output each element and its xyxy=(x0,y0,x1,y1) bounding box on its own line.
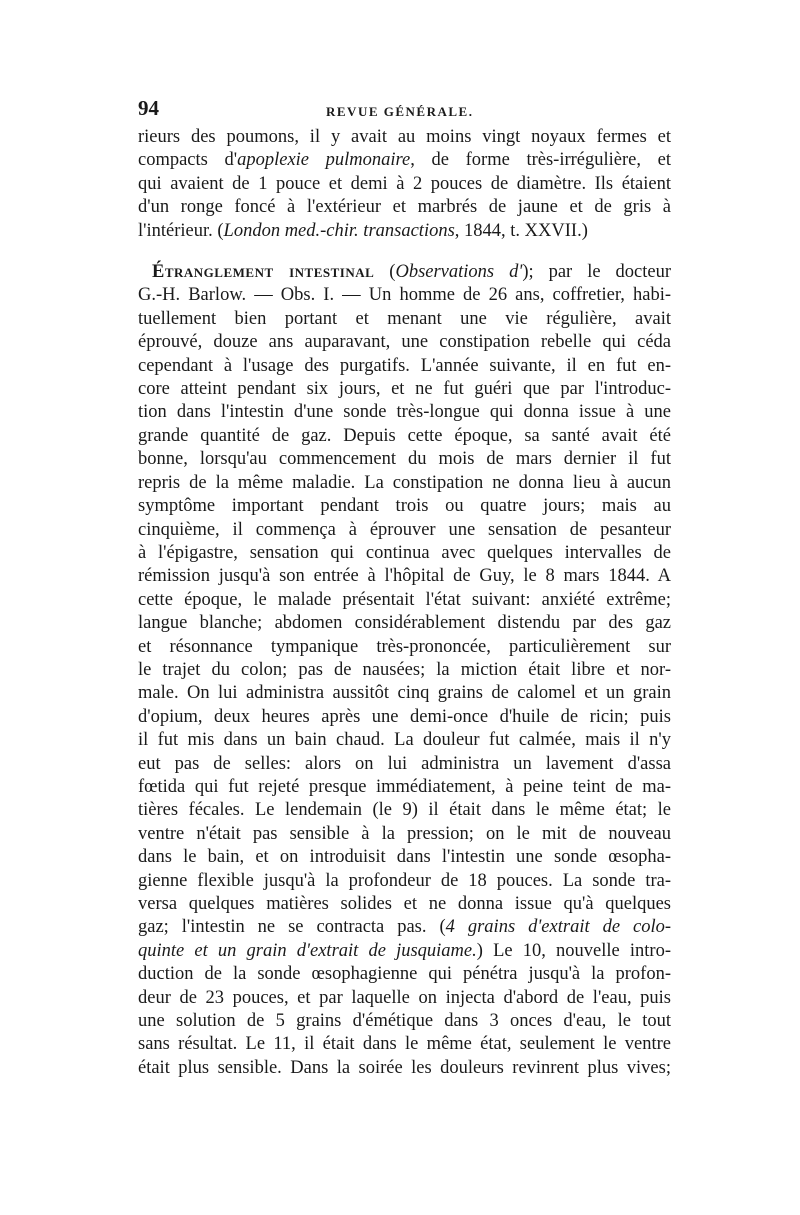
text-line: cinquième, il commença à éprouver une sensation de pesanteur xyxy=(138,519,671,540)
text-line: il fut mis dans un bain chaud. La douleur fut calmée, mais il n'y xyxy=(138,730,671,751)
text-line: rémission jusqu'à son entrée à l'hôpital de Guy, le 8 mars 1844. A xyxy=(138,566,671,587)
text-line: cependant à l'usage des purgatifs. L'année suivante, il en fut en- xyxy=(138,355,671,376)
text-line: compacts d'apoplexie pulmonaire, de forme très-irrégulière, et xyxy=(138,150,671,171)
text-line: male. On lui administra aussitôt cinq grains de calomel et un grain xyxy=(138,683,671,704)
text-line: tières fécales. Le lendemain (le 9) il était dans le même état; le xyxy=(138,800,671,821)
text-line: deur de 23 pouces, et par laquelle on injecta d'abord de l'eau, puis xyxy=(138,987,671,1008)
text-line: grande quantité de gaz. Depuis cette époque, sa santé avait été xyxy=(138,425,671,446)
text-line: repris de la même maladie. La constipation ne donna lieu à aucun xyxy=(138,472,671,493)
text-line: symptôme important pendant trois ou quatre jours; mais au xyxy=(138,496,671,517)
text-line: duction de la sonde œsophagienne qui pénétra jusqu'à la profon- xyxy=(138,964,671,985)
page xyxy=(138,96,671,1080)
page-number: 94 xyxy=(138,96,159,120)
running-head xyxy=(138,96,671,126)
text-line: dans le bain, et on introduisit dans l'intestin une sonde œsopha- xyxy=(138,847,671,868)
paragraph-2 xyxy=(138,261,671,1080)
text-line: eut pas de selles: alors on lui administra un lavement d'assa xyxy=(138,753,671,774)
text-line: l'intérieur. (London med.-chir. transactions, 1844, t. XXVII.) xyxy=(138,220,588,241)
text-line: à l'épigastre, sensation qui continua avec quelques intervalles de xyxy=(138,542,671,563)
text-line: bonne, lorsqu'au commencement du mois de mars dernier il fut xyxy=(138,449,671,470)
text-line: qui avaient de 1 pouce et demi à 2 pouces de diamètre. Ils étaient xyxy=(138,173,671,194)
text-line: ventre n'était pas sensible à la pression; on le mit de nouveau xyxy=(138,823,671,844)
text-line: tuellement bien portant et menant une vie régulière, avait xyxy=(138,308,671,329)
text-line: cette époque, le malade présentait l'état suivant: anxiété extrême; xyxy=(138,589,671,610)
text-line: et résonnance tympanique très-prononcée, particulièrement sur xyxy=(138,636,671,657)
text-line: core atteint pendant six jours, et ne fut guéri que par l'introduc- xyxy=(138,379,671,400)
text-line: éprouvé, douze ans auparavant, une constipation rebelle qui céda xyxy=(138,332,671,353)
text-line: d'un ronge foncé à l'extérieur et marbrés de jaune et de gris à xyxy=(138,197,671,218)
text-line: le trajet du colon; pas de nausées; la miction était libre et nor- xyxy=(138,659,671,680)
text-line: langue blanche; abdomen considérablement distendu par des gaz xyxy=(138,613,671,634)
running-title: REVUE GÉNÉRALE. xyxy=(326,104,474,119)
text-line: d'opium, deux heures après une demi-once d'huile de ricin; puis xyxy=(138,706,671,727)
text-line: rieurs des poumons, il y avait au moins vingt noyaux fermes et xyxy=(138,127,671,147)
text-line: gienne flexible jusqu'à la profondeur de 18 pouces. La sonde tra- xyxy=(138,870,671,891)
text-line: sans résultat. Le 11, il était dans le même état, seulement le ventre xyxy=(138,1034,671,1055)
text-line: gaz; l'intestin ne se contracta pas. (4 grains d'extrait de colo- xyxy=(138,917,672,938)
text-line: fœtida qui fut rejeté presque immédiatement, à peine teint de ma- xyxy=(138,776,671,797)
text-line: versa quelques matières solides et ne donna issue qu'à quelques xyxy=(138,894,671,914)
section-heading-line: Étranglement intestinal (Observations d'); par le docteur xyxy=(152,262,671,283)
section-heading: Étranglement intestinal xyxy=(152,262,375,283)
text-line: G.-H. Barlow. — Obs. I. — Un homme de 26 ans, coffretier, habi- xyxy=(138,285,671,306)
text-line: quinte et un grain d'extrait de jusquiame.) Le 10, nouvelle intro- xyxy=(138,940,671,961)
text-line: une solution de 5 grains d'émétique dans 3 onces d'eau, le tout xyxy=(138,1011,671,1032)
text-line: était plus sensible. Dans la soirée les douleurs revinrent plus vives; xyxy=(138,1057,671,1078)
paragraph-1 xyxy=(138,126,671,243)
text-line: tion dans l'intestin d'une sonde très-longue qui donna issue à une xyxy=(138,402,671,423)
